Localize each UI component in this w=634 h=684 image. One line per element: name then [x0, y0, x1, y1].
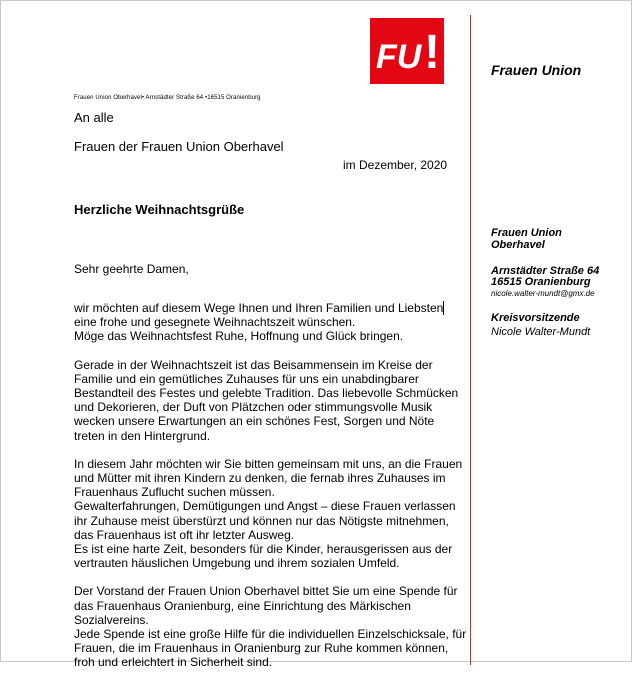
sidebar-address [491, 266, 599, 299]
sidebar-org-line-2: Oberhavel [491, 239, 545, 251]
sidebar-street: Arnstädter Straße 64 [491, 265, 600, 277]
paragraph [74, 457, 466, 571]
logo-text: FU [376, 38, 422, 76]
text-cursor [443, 301, 444, 315]
sidebar-city: 16515 Oranienburg [491, 276, 591, 288]
text-line: Gerade in der Weihnachtszeit ist das Beisammensein im Kreise der [74, 357, 433, 372]
paragraph [74, 584, 466, 669]
text-line: wir möchten auf diesem Wege Ihnen und Ihren Familien und Liebsten [74, 301, 444, 315]
text-line: und Dekorieren, der Duft von Plätzchen oder stimmungsvolle Musik [74, 400, 433, 415]
text-line: das Frauenhaus ist oft ihr letzter Ausweg. [74, 527, 295, 542]
letter-body[interactable] [74, 301, 466, 684]
logo-mark: ! [424, 26, 440, 79]
fu-logo-graphic [370, 18, 444, 84]
text-line: und Mütter mit ihren Kindern zu denken, die fernab ihres Zuhauses im [74, 471, 446, 486]
text-line: Frauen, die im Frauenhaus in Oranienburg zur Ruhe kommen können, [74, 641, 449, 656]
text-line: In diesem Jahr möchten wir Sie bitten gemeinsam mit uns, an die Frauen [74, 456, 463, 471]
text-line: Möge das Weihnachtsfest Ruhe, Hoffnung und Glück bringen. [74, 329, 404, 344]
text-line: Der Vorstand der Frauen Union Oberhavel bittet Sie um eine Spende für [74, 584, 458, 599]
text-line: das Frauenhaus Oranienburg, eine Einrichtung des Märkischen [74, 598, 411, 613]
paragraph [74, 301, 466, 344]
recipient-line-2: Frauen der Frauen Union Oberhavel [74, 139, 284, 154]
vertical-divider [470, 15, 471, 665]
text-line: Bestandteil des Festes und gelebte Tradition. Das liebevolle Schmücken [74, 386, 459, 401]
text-line: ihr Zuhause meist überstürzt und können nur das Nötigste mitnehmen, [74, 513, 449, 528]
text-line: wecken unsere Erwartungen an ein schönes Fest, Sorgen und Nöte [74, 414, 435, 429]
sidebar-organization [491, 227, 562, 251]
text-line: treten in den Hintergrund. [74, 428, 211, 443]
text-line: eine frohe und gesegnete Weihnachtszeit wünschen. [74, 315, 356, 330]
text-line: Gewalterfahrungen, Demütigungen und Angst – diese Frauen verlassen [74, 499, 456, 514]
text-line: Jede Spende ist eine große Hilfe für die individuellen Einzelschicksale, für [74, 627, 467, 642]
sidebar-org-line-1: Frauen Union [491, 227, 562, 239]
sidebar-name: Nicole Walter-Mundt [491, 326, 591, 338]
sidebar-email: nicole.walter-mundt@gmx.de [491, 289, 595, 298]
recipient-line-1: An alle [74, 110, 114, 125]
sidebar-title: Frauen Union [491, 62, 582, 78]
text-line: Familie und ein gemütliches Zuhauses für uns ein unabdingbarer [74, 371, 419, 386]
text-line: Es ist eine harte Zeit, besonders für die Kinder, herausgerissen aus der [74, 542, 453, 557]
sidebar-role: Kreisvorsitzende [491, 312, 580, 324]
letter-date: im Dezember, 2020 [343, 158, 448, 172]
text-line: vertrauten häuslichen Umgebung und ihrem sozialen Umfeld. [74, 556, 400, 571]
text-line: froh und erleichtert in Sicherheit sind. [74, 655, 273, 670]
paragraph [74, 358, 466, 443]
fu-logo [370, 18, 444, 84]
text-line: Sozialvereins. [74, 612, 149, 627]
text-line: Frauenhaus Zuflucht suchen müssen. [74, 485, 275, 500]
letter-subject: Herzliche Weihnachtsgrüße [74, 202, 245, 217]
letter-greeting: Sehr geehrte Damen, [74, 262, 189, 276]
sender-line: Frauen Union Oberhavel• Arnstädter Straße 64 •16515 Oranienburg [74, 95, 261, 101]
